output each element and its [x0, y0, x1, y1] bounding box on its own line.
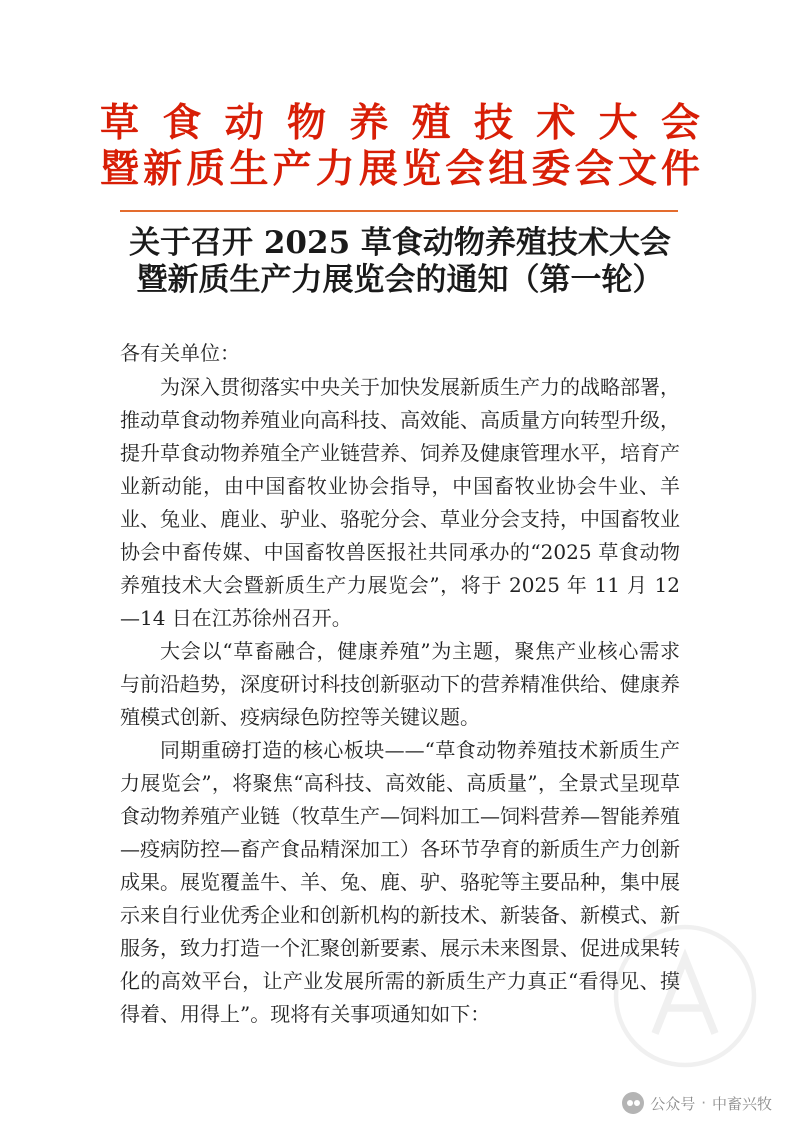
issuer-title-line-2: 暨新质生产力展览会组委会文件	[100, 146, 700, 192]
body-paragraph: 为深入贯彻落实中央关于加快发展新质生产力的战略部署，推动草食动物养殖业向高科技、高效能、高质量方向转型升级，提升草食动物养殖全产业链营养、饲养及健康管理水平，培育产业新动能，由中国畜牧业协会指导，中国畜牧业协会牛业、羊业、兔业、鹿业、驴业、骆驼分会、草业分会支持，中国畜牧业协会中畜传媒、中国畜牧兽医报社共同承办的“2025 草食动物养殖技术大会暨新质生产力展览会”，将于 2025 年 11 月 12—14 日在江苏徐州召开。	[120, 375, 680, 630]
notice-title-line-2: 暨新质生产力展览会的通知（第一轮）	[136, 262, 664, 298]
notice-title-line-1: 关于召开 2025 草食动物养殖技术大会	[129, 225, 671, 261]
wechat-watermark	[622, 1092, 772, 1114]
watermark-separator: ·	[701, 1094, 706, 1112]
notice-body	[120, 337, 680, 1031]
header-divider	[120, 210, 678, 212]
faint-logo-watermark	[610, 921, 760, 1071]
wechat-icon	[622, 1092, 644, 1114]
watermark-account-label: 公众号	[650, 1094, 696, 1113]
watermark-account-name: 中畜兴牧	[711, 1094, 772, 1113]
salutation: 各有关单位：	[120, 341, 240, 365]
body-paragraph: 大会以“草畜融合，健康养殖”为主题，聚焦产业核心需求与前沿趋势，深度研讨科技创新驱动下的营养精准供给、健康养殖模式创新、疫病绿色防控等关键议题。	[120, 639, 680, 729]
issuer-title-line-1: 草食动物养殖技术大会	[100, 100, 700, 146]
body-paragraph: 同期重磅打造的核心板块——“草食动物养殖技术新质生产力展览会”，将聚焦“高科技、高效能、高质量”，全景式呈现草食动物养殖产业链（牧草生产—饲料加工—饲料营养—智能养殖—疫病防控—畜产食品精深加工）各环节孕育的新质生产力创新成果。展览覆盖牛、羊、兔、鹿、驴、骆驼等主要品种，集中展示来自行业优秀企业和创新机构的新技术、新装备、新模式、新服务，致力打造一个汇聚创新要素、展示未来图景、促进成果转化的高效平台，让产业发展所需的新质生产力真正“看得见、摸得着、用得上”。现将有关事项通知如下：	[120, 738, 680, 1026]
